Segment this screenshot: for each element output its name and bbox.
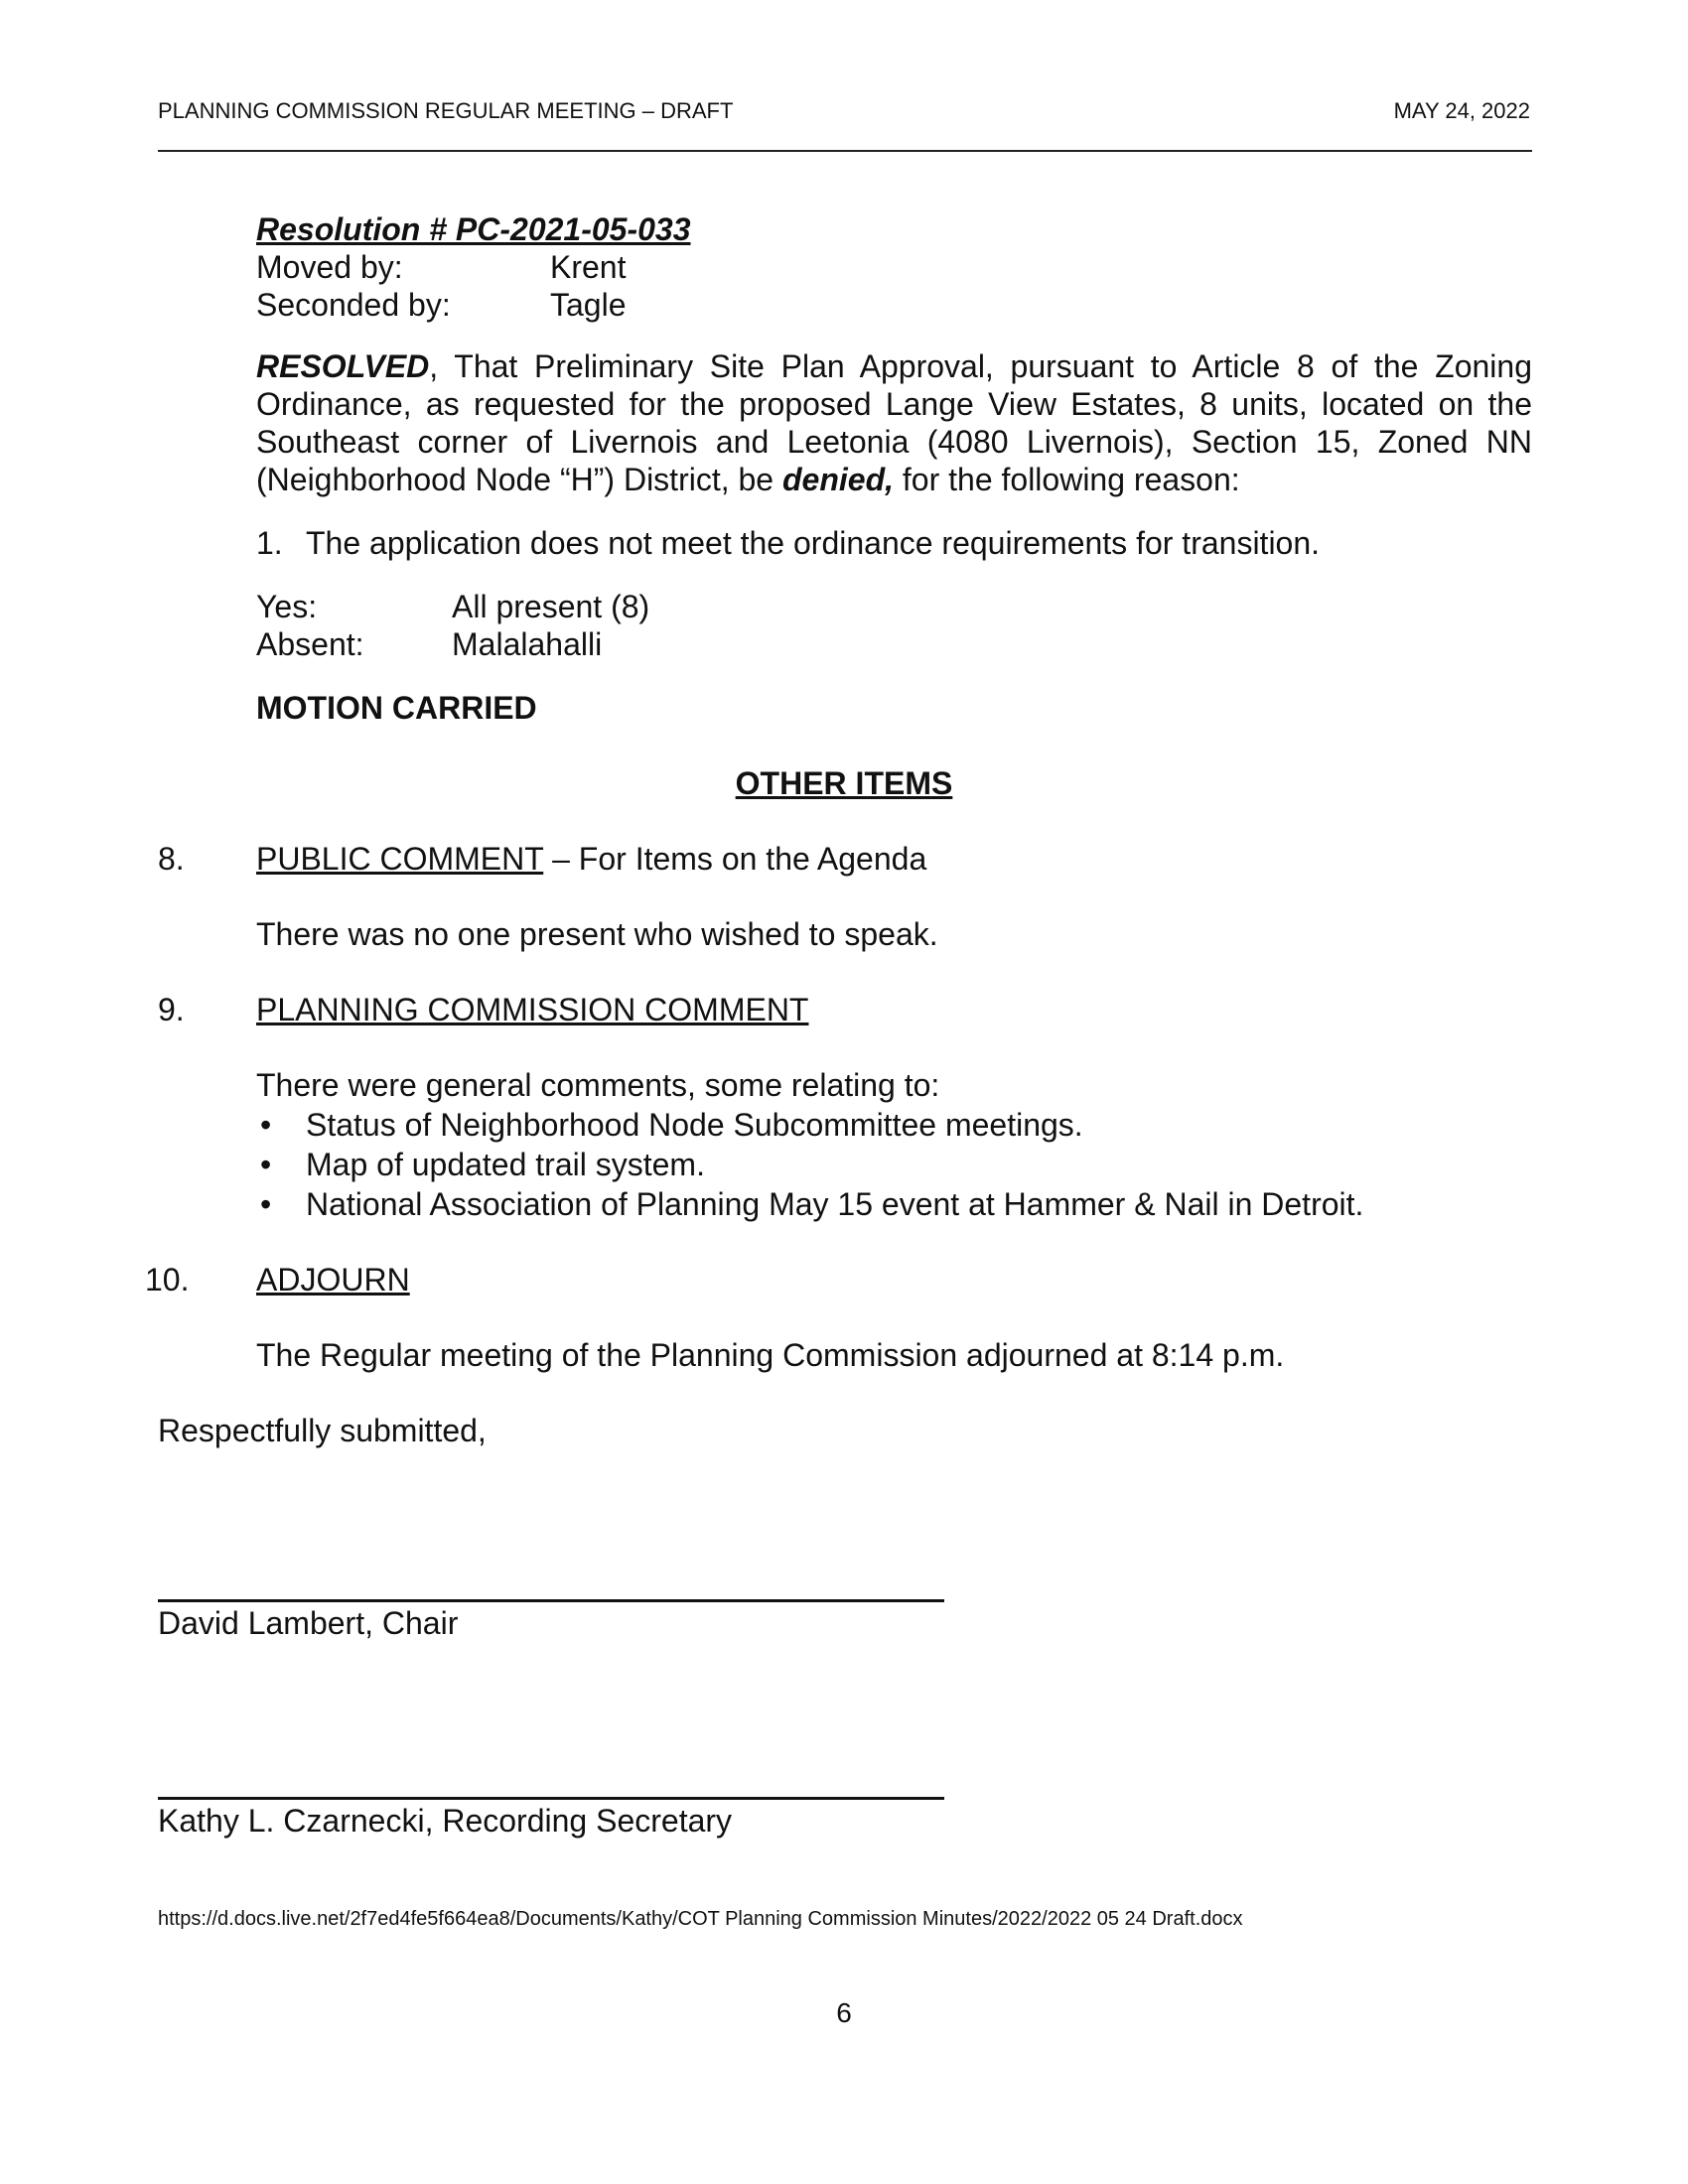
moved-by-value: Krent	[550, 249, 627, 285]
vote-yes-value: All present (8)	[452, 589, 650, 624]
header-title: PLANNING COMMISSION REGULAR MEETING – DRAFT	[158, 98, 734, 123]
item-8-number: 8.	[158, 841, 185, 877]
bullet-icon: •	[260, 1186, 272, 1222]
page-number: 6	[836, 1997, 852, 2028]
item-9-number: 9.	[158, 992, 185, 1027]
resolved-word: RESOLVED	[256, 348, 430, 384]
seconded-by-label: Seconded by:	[256, 287, 451, 323]
bullet-icon: •	[260, 1147, 272, 1182]
vote-yes-label: Yes:	[256, 589, 318, 624]
reason-number: 1.	[256, 525, 283, 561]
bullet-icon: •	[260, 1107, 272, 1143]
signature-line	[158, 1797, 944, 1800]
item-8-body: There was no one present who wished to speak.	[256, 916, 938, 952]
signature-chair: David Lambert, Chair	[158, 1605, 459, 1641]
motion-outcome: MOTION CARRIED	[256, 690, 537, 726]
seconded-by-value: Tagle	[550, 287, 627, 323]
item-8-title: PUBLIC COMMENT	[256, 841, 544, 877]
list-item: Map of updated trail system.	[306, 1147, 705, 1182]
signature-line	[158, 1599, 944, 1602]
denied-word: denied,	[781, 462, 894, 497]
list-item: National Association of Planning May 15 event at Hammer & Nail in Detroit.	[306, 1186, 1364, 1222]
vote-absent-label: Absent:	[256, 626, 364, 662]
resolution-text-2: for the following reason:	[894, 462, 1240, 497]
resolution-text-1: , That Preliminary Site Plan Approval, pursuant to Article 8 of the Zoning Ordinance, as requested for the proposed Lange View Estates, 8 units, located on the Southeast corner of Livernois and Leetonia (4080 Livernois), Section 15, Zoned NN (Neighborhood Node “H”) District, be	[256, 348, 1532, 497]
item-9-intro: There were general comments, some relating to:	[256, 1067, 940, 1103]
footer-path: https://d.docs.live.net/2f7ed4fe5f664ea8/Documents/Kathy/COT Planning Commission Minutes/2022/2022 05 24 Draft.docx	[158, 1908, 1243, 1930]
reason-text: The application does not meet the ordinance requirements for transition.	[306, 525, 1321, 561]
item-10-title: ADJOURN	[256, 1262, 410, 1297]
list-item: Status of Neighborhood Node Subcommittee meetings.	[306, 1107, 1083, 1143]
signature-secretary: Kathy L. Czarnecki, Recording Secretary	[158, 1803, 733, 1839]
moved-by-label: Moved by:	[256, 249, 403, 285]
item-10-number: 10.	[145, 1262, 190, 1297]
item-10-body: The Regular meeting of the Planning Commission adjourned at 8:14 p.m.	[256, 1337, 1285, 1373]
header-rule	[158, 150, 1532, 152]
resolution-title: Resolution # PC-2021-05-033	[256, 211, 691, 247]
header-date: MAY 24, 2022	[1393, 98, 1530, 123]
section-heading: OTHER ITEMS	[735, 765, 953, 801]
vote-absent-value: Malalahalli	[452, 626, 603, 662]
resolution-paragraph	[256, 347, 1532, 498]
item-8-heading	[256, 840, 926, 878]
closing-text: Respectfully submitted,	[158, 1413, 487, 1448]
item-9-title: PLANNING COMMISSION COMMENT	[256, 992, 809, 1027]
item-8-suffix: – For Items on the Agenda	[543, 841, 927, 877]
